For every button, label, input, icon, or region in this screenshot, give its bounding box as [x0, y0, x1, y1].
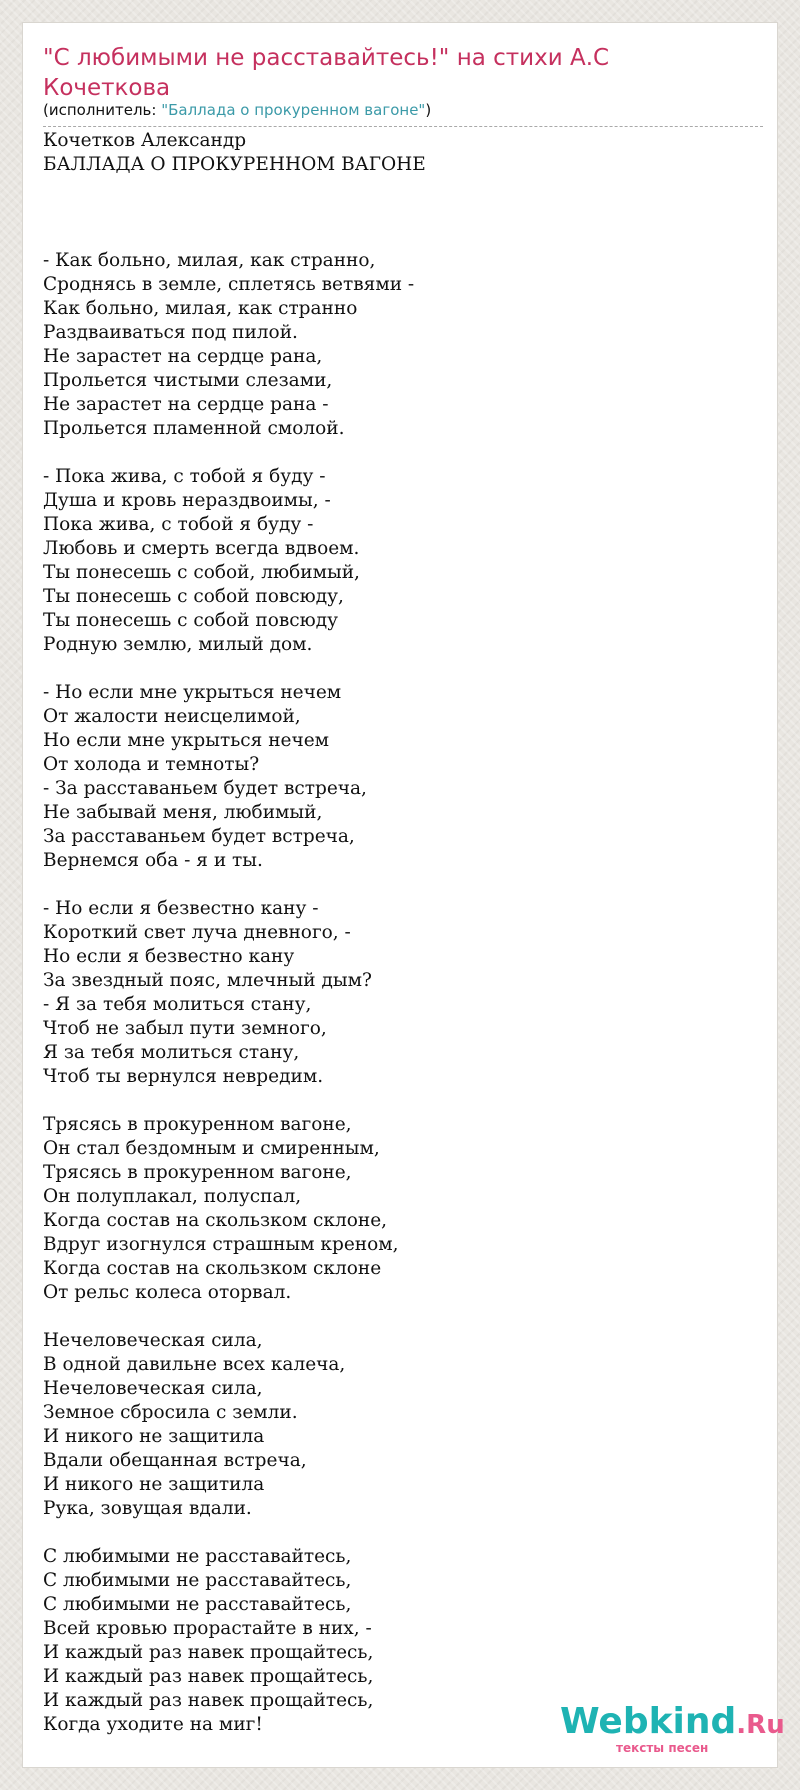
performer-suffix: ) [425, 101, 432, 119]
logo-tagline: тексты песен [616, 1741, 709, 1755]
site-logo[interactable] [560, 1701, 785, 1755]
page-title: "С любимыми не расставайтесь!" на стихи А.С Кочеткова [43, 45, 610, 101]
lyrics-text: Кочетков Александр БАЛЛАДА О ПРОКУРЕННОМ ВАГОНЕ - Как больно, милая, как странно, Сроднясь в земле, сплетясь ветвями - Как больно, милая, как странно Раздваиваться под пилой. Не зарастет на сердце рана, Прольется чистыми слезами, Не зарастет на сердце рана - Прольется пламенной смолой. - Пока жива, с тобой я буду - Душа и кровь нераздвоимы, - Пока жива, с тобой я буду - Любовь и смерть всегда вдвоем. Ты понесешь с собой, любимый, Ты понесешь с собой повсюду, Ты понесешь с собой повсюду Родную землю, милый дом. - Но если мне укрыться нечем От жалости неисцелимой, Но если мне укрыться нечем От холода и темноты? - За расставаньем будет встреча, Не забывай меня, любимый, За расставаньем будет встреча, Вернемся оба - я и ты. - Но если я безвестно кану - Короткий свет луча дневного, - Но если я безвестно кану За звездный пояс, млечный дым? - Я за тебя молиться стану, Чтоб не забыл пути земного, Я за тебя молиться стану, Чтоб ты вернулся невредим. Трясясь в прокуренном вагоне, Он стал бездомным и смиренным, Трясясь в прокуренном вагоне, Он полуплакал, полуспал, Когда состав на скользком склоне, Вдруг изогнулся страшным креном, Когда состав на скользком склоне От рельс колеса оторвал. Нечеловеческая сила, В одной давильне всех калеча, Нечеловеческая сила, Земное сбросила с земли. И никого не защитила Вдали обещанная встреча, И никого не защитила Рука, зовущая вдали. С любимыми не расставайтесь, С любимыми не расставайтесь, С любимыми не расставайтесь, Всей кровью прорастайте в них, - И каждый раз навек прощайтесь, И каждый раз навек прощайтесь, И каждый раз навек прощайтесь, Когда уходите на миг! [43, 130, 426, 1735]
logo-domain-text: .Ru [736, 1710, 785, 1740]
performer-line [43, 100, 763, 127]
performer-prefix: (исполнитель: [43, 101, 162, 119]
performer-link[interactable]: "Баллада о прокуренном вагоне" [161, 101, 426, 119]
content-card [22, 22, 778, 1768]
logo-main-text: Webkind [560, 1701, 737, 1742]
